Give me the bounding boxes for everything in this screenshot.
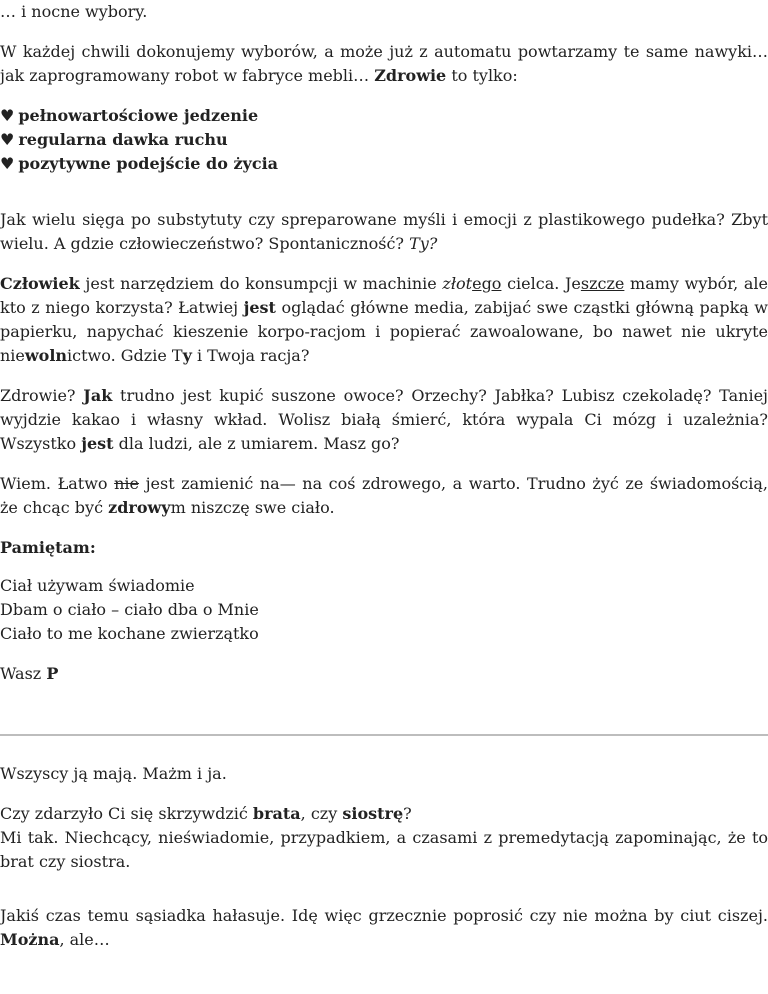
text: mamy wybór, ale kto z niego korzysta? Łatwiej	[0, 274, 768, 317]
text: m niszczę swe ciało.	[170, 498, 335, 517]
bold-woln: woln	[24, 346, 68, 365]
text: Czy zdarzyło Ci się skrzywdzić	[0, 804, 253, 823]
text: cielca. Je	[501, 274, 581, 293]
text: oglądać główne media, zabijać swe cząstki główną papką w papierku, napychać kieszenie korpo-racjom i popierać zawoalowane, bo nawet nie ukryte nie	[0, 298, 768, 365]
text: i Twoja racja?	[191, 346, 310, 365]
text: Wiem. Łatwo	[0, 474, 115, 493]
bold-p: P	[46, 664, 59, 683]
intro-line: … i nocne wybory.	[0, 2, 148, 21]
text: trudno jest kupić suszone owoce? Orzechy? Jabłka? Lubisz czekoladę? Taniej wyjdzie kakao i własny wkład. Wolisz białą śmierć, która wypala Ci mózg i uzależnia? Wszystko	[0, 386, 768, 453]
bold-zdrowie: Zdrowie	[374, 66, 447, 85]
list-item	[0, 128, 768, 152]
question-line	[0, 802, 768, 826]
bold-y: y	[182, 346, 192, 365]
paragraph-human	[0, 272, 768, 368]
bold-mozna: Można	[0, 930, 60, 949]
paragraph-know	[0, 472, 768, 520]
bold-jest: jest	[81, 434, 114, 453]
text: Wasz	[0, 664, 47, 683]
list-item-text: regularna dawka ruchu	[18, 130, 228, 149]
signature	[0, 662, 768, 686]
text: Zdrowie?	[0, 386, 84, 405]
underlined-text: ego	[472, 274, 502, 293]
poem	[0, 574, 768, 646]
health-list	[0, 104, 768, 176]
text: , czy	[300, 804, 343, 823]
text: ictwo. Gdzie T	[67, 346, 183, 365]
underlined-text: szcze	[580, 274, 625, 293]
text: , ale…	[59, 930, 110, 949]
remember-heading	[0, 536, 768, 560]
text: Jak wielu sięga po substytuty czy spreparowane myśli i emocji z plastikowego pudełka? Zbyt wielu. A gdzie człowieczeństwo? Spontaniczność?	[0, 210, 768, 253]
heart-icon	[0, 154, 18, 173]
bold-jest: jest	[243, 298, 276, 317]
bold-siostre: siostrę	[342, 804, 404, 823]
list-item	[0, 104, 768, 128]
poem-line: Dbam o ciało – ciało dba o Mnie	[0, 600, 259, 619]
text: Jakiś czas temu sąsiadka hałasuje. Idę więc grzecznie poprosić czy nie można by ciut ciszej.	[0, 906, 768, 925]
text: to tylko:	[446, 66, 518, 85]
divider	[0, 734, 768, 736]
paragraph-siblings	[0, 802, 768, 874]
text: dla ludzi, ale z umiarem. Masz go?	[113, 434, 400, 453]
text: W każdej chwili dokonujemy wyborów, a może już z automatu powtarzamy te same nawyki… jak zaprogramowany robot w fabryce mebli…	[0, 42, 768, 85]
answer-text: Mi tak. Niechcący, nieświadomie, przypadkiem, a czasami z premedytacją zapominając, że to brat czy siostra.	[0, 828, 768, 871]
paragraph-neighbor	[0, 904, 768, 952]
heart-icon	[0, 130, 18, 149]
heart-icon	[0, 106, 18, 125]
italic-ty: Ty?	[409, 234, 438, 253]
text: jest zamienić na— na coś zdrowego, a warto. Trudno żyć ze świadomością, że chcąc być	[0, 474, 768, 517]
list-item	[0, 152, 768, 176]
paragraph-choices	[0, 40, 768, 88]
text: jest narzędziem do konsumpcji w machinie	[79, 274, 443, 293]
list-item-text: pełnowartościowe jedzenie	[18, 106, 259, 125]
italic-text: złot	[442, 274, 473, 293]
bold-zdrowy: zdrowy	[108, 498, 171, 517]
text: ?	[403, 804, 412, 823]
poem-line: Ciał używam świadomie	[0, 576, 195, 595]
poem-line: Ciało to me kochane zwierzątko	[0, 624, 259, 643]
bold-czlowiek: Człowiek	[0, 274, 80, 293]
struck-text: nie	[114, 474, 140, 493]
paragraph-health	[0, 384, 768, 456]
bold-pamietam: Pamiętam:	[0, 538, 96, 557]
bold-jak: Jak	[83, 386, 113, 405]
list-item-text: pozytywne podejście do życia	[18, 154, 279, 173]
bold-brata: brata	[252, 804, 301, 823]
paragraph-substitutes	[0, 208, 768, 256]
section2-intro: Wszyscy ją mają. Mażm i ja.	[0, 764, 227, 783]
